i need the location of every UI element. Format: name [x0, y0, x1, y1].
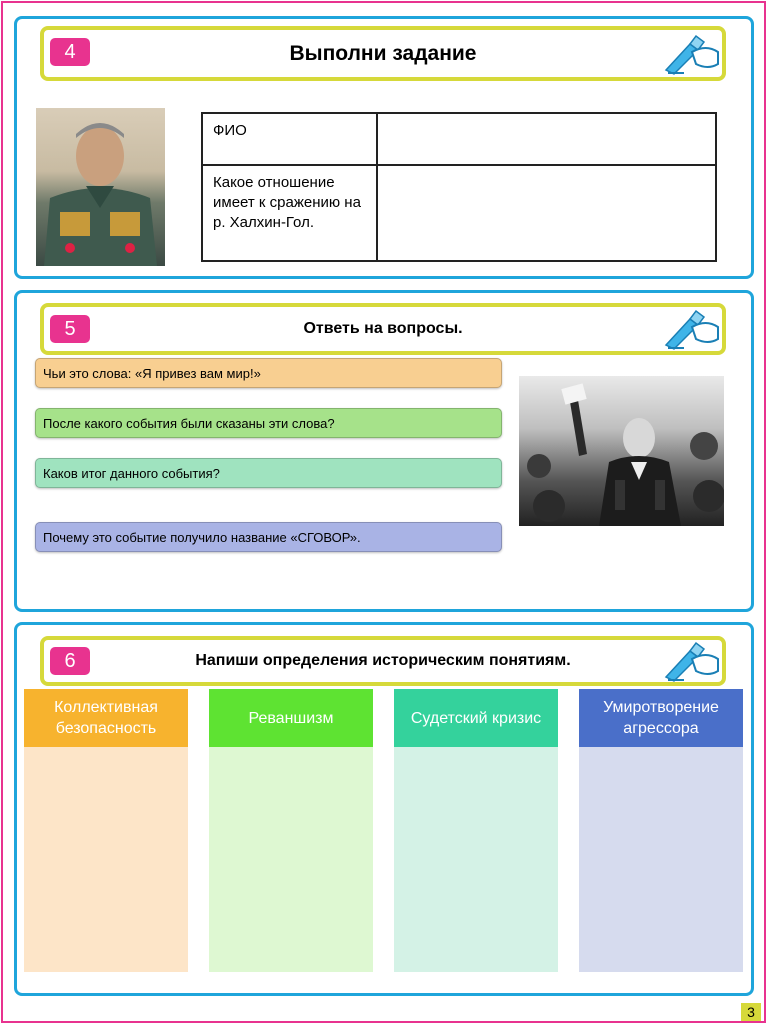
question-4	[35, 522, 502, 552]
portrait-photo	[36, 108, 165, 266]
concept-column-collective-security	[24, 689, 188, 972]
section-6-number: 6	[50, 647, 90, 675]
concept-heading: Реваншизм	[209, 689, 373, 747]
section-4-number: 4	[50, 38, 90, 66]
concept-heading: Коллективная безопасность	[24, 689, 188, 747]
concept-column-revanchism	[209, 689, 373, 972]
question-1	[35, 358, 502, 388]
relation-question-label: Какое отношение имеет к сражению на р. Халхин-Гол.	[202, 165, 377, 261]
section-4-header	[40, 26, 726, 81]
definition-answer-area[interactable]	[579, 747, 743, 972]
question-2-text: После какого события были сказаны эти слова?	[43, 415, 335, 431]
definition-answer-area[interactable]	[24, 747, 188, 972]
writing-hand-icon	[662, 30, 722, 76]
writing-hand-icon	[662, 305, 722, 351]
section-6-header	[40, 636, 726, 686]
writing-hand-icon	[662, 637, 722, 683]
historical-photo	[519, 376, 724, 526]
section-5-number: 5	[50, 315, 90, 343]
question-2	[35, 408, 502, 438]
section-5-header	[40, 303, 726, 355]
concept-heading: Умиротворение агрессора	[579, 689, 743, 747]
section-4-title: Выполни задание	[289, 41, 477, 65]
question-4-text: Почему это событие получило название «СГОВОР».	[43, 529, 361, 545]
question-3-text: Каков итог данного события?	[43, 465, 220, 481]
question-3	[35, 458, 502, 488]
fio-label: ФИО	[202, 113, 377, 165]
relation-answer-cell[interactable]	[377, 165, 716, 261]
info-table	[201, 112, 717, 262]
question-1-text: Чьи это слова: «Я привез вам мир!»	[43, 365, 261, 381]
definition-answer-area[interactable]	[209, 747, 373, 972]
concept-column-appeasement	[579, 689, 743, 972]
fio-answer-cell[interactable]	[377, 113, 716, 165]
section-5-title: Ответь на вопросы.	[303, 320, 463, 337]
section-6-title: Напиши определения историческим понятиям.	[195, 652, 571, 669]
page-number: 3	[741, 1003, 761, 1021]
concept-column-sudeten-crisis	[394, 689, 558, 972]
definition-answer-area[interactable]	[394, 747, 558, 972]
concept-heading: Судетский кризис	[394, 689, 558, 747]
